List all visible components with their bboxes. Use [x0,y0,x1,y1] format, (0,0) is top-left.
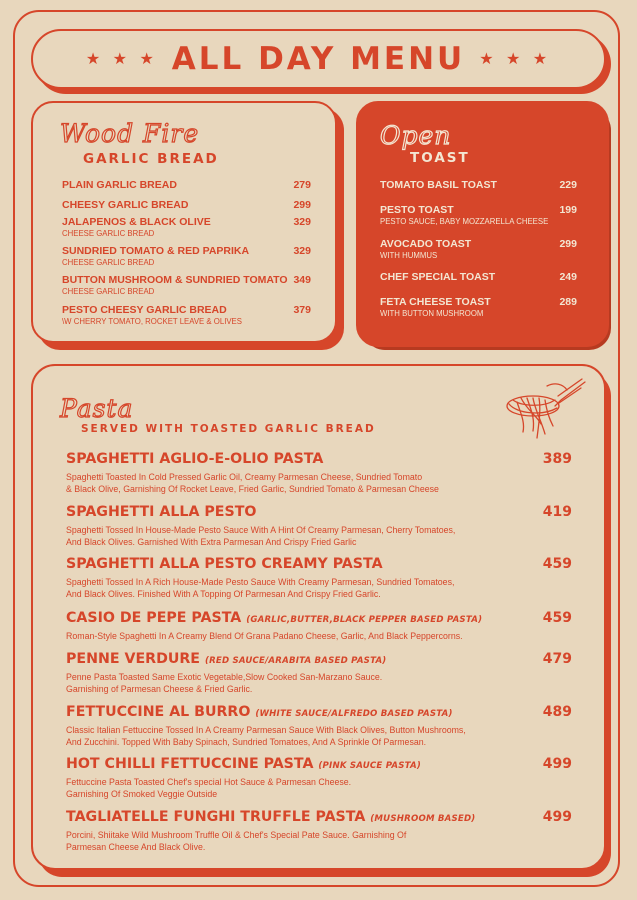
item-price: 249 [559,271,577,283]
item-name: SUNDRIED TOMATO & RED PAPRIKA [62,245,250,257]
pasta-name-text: HOT CHILLI FETTUCCINE PASTA [66,756,314,772]
item-description: CHEESE GARLIC BREAD [62,229,155,238]
pasta-name [66,651,386,667]
pasta-name [66,809,475,825]
item-price: 329 [293,216,311,228]
item-name: PESTO TOAST [380,204,454,216]
item-name: FETA CHEESE TOAST [380,296,491,308]
pasta-description: Spaghetti Tossed In House-Made Pesto Sauce With A Hint Of Creamy Parmesan, Cherry Tomatoes, [66,525,456,535]
pasta-price: 389 [542,451,572,467]
pasta-name [66,756,421,772]
pasta-fork-icon [503,376,588,444]
item-name: TOMATO BASIL TOAST [380,179,497,191]
pasta-description: Fettuccine Pasta Toasted Chef's special Hot Sauce & Parmesan Cheese. [66,777,352,787]
pasta-note: (WHITE SAUCE/ALFREDO BASED PASTA) [255,709,453,719]
pasta-subtitle: SERVED WITH TOASTED GARLIC BREAD [81,423,376,435]
item-price: 299 [293,199,311,211]
page-title: ALL DAY MENU [171,41,466,77]
pasta-description: Roman-Style Spaghetti In A Creamy Blend Of Grana Padano Cheese, Garlic, And Black Peppercorns. [66,631,463,641]
stars-right-icon: ★ ★ ★ [479,51,552,68]
item-price: 299 [559,238,577,250]
pasta-price: 419 [542,504,572,520]
pasta-description: Spaghetti Tossed In A Rich House-Made Pesto Sauce With Creamy Parmesan, Sundried Tomatoes, [66,577,455,587]
pasta-name-text: PENNE VERDURE [66,651,200,667]
item-price: 229 [559,179,577,191]
pasta-name [66,504,256,520]
item-name: BUTTON MUSHROOM & SUNDRIED TOMATO [62,274,288,286]
item-price: 349 [293,274,311,286]
pasta-description: Garnishing Of Smoked Veggie Outside [66,789,218,799]
pasta-description: Garnishing of Parmesan Cheese & Fried Garlic. [66,684,253,694]
pasta-name [66,451,323,467]
item-name: CHEESY GARLIC BREAD [62,199,189,211]
pasta-description: & Black Olive, Garnishing Of Rocket Leave, Fried Garlic, Sundried Tomato & Parmesan Cheese [66,484,439,494]
toast-script-title: Open [380,121,452,150]
pasta-note: (PINK SAUCE PASTA) [318,761,422,771]
item-name: CHEF SPECIAL TOAST [380,271,496,283]
pasta-name-text: FETTUCCINE AL BURRO [66,704,251,720]
garlic-bread-subtitle: GARLIC BREAD [83,151,219,167]
pasta-price: 479 [542,651,572,667]
title-banner [31,29,606,89]
pasta-name-text: TAGLIATELLE FUNGHI TRUFFLE PASTA [66,809,366,825]
item-description: CHEESE GARLIC BREAD [62,287,155,296]
item-name: PESTO CHEESY GARLIC BREAD [62,304,227,316]
item-description: PESTO SAUCE, BABY MOZZARELLA CHEESE [380,217,549,226]
pasta-name [66,556,383,572]
pasta-description: And Zucchini. Topped With Baby Spinach, Sundried Tomatoes, And A Sprinkle Of Parmesan. [66,737,427,747]
item-description: CHEESE GARLIC BREAD [62,258,155,267]
pasta-price: 459 [542,610,572,626]
pasta-note: (MUSHROOM BASED) [370,814,476,824]
item-name: PLAIN GARLIC BREAD [62,179,177,191]
pasta-note: (RED SAUCE/ARABITA BASED PASTA) [204,656,387,666]
toast-subtitle: TOAST [410,150,470,166]
pasta-price: 459 [542,556,572,572]
pasta-description: Classic Italian Fettuccine Tossed In A Creamy Parmesan Sauce With Black Olives, Button Mushrooms, [66,725,466,735]
pasta-description: Parmesan Cheese And Black Olive. [66,842,206,852]
pasta-price: 489 [542,704,572,720]
pasta-note: (GARLIC,BUTTER,BLACK PEPPER BASED PASTA) [246,615,483,625]
garlic-bread-script-title: Wood Fire [60,119,200,148]
pasta-name-text: SPAGHETTI AGLIO-E-OLIO PASTA [66,451,324,467]
pasta-description: Porcini, Shiitake Wild Mushroom Truffle Oil & Chef's Special Pate Sauce. Garnishing Of [66,830,407,840]
item-description: WITH BUTTON MUSHROOM [380,309,484,318]
garlic-bread-section [31,101,337,343]
item-price: 379 [293,304,311,316]
toast-section [356,101,609,347]
pasta-description: And Black Olives. Garnished With Extra Parmesan And Crispy Fried Garlic [66,537,357,547]
item-price: 329 [293,245,311,257]
item-price: 289 [559,296,577,308]
pasta-name [66,704,453,720]
pasta-description: Spaghetti Toasted In Cold Pressed Garlic Oil, Creamy Parmesan Cheese, Sundried Tomato [66,472,423,482]
item-description: WITH HUMMUS [380,251,438,260]
pasta-price: 499 [542,809,572,825]
pasta-name-text: CASIO DE PEPE PASTA [66,610,242,626]
pasta-name [66,610,482,626]
item-price: 199 [559,204,577,216]
item-name: JALAPENOS & BLACK OLIVE [62,216,211,228]
pasta-name-text: SPAGHETTI ALLA PESTO CREAMY PASTA [66,556,383,572]
item-price: 279 [293,179,311,191]
pasta-description: Penne Pasta Toasted Same Exotic Vegetable,Slow Cooked San-Marzano Sauce. [66,672,383,682]
item-description: \W CHERRY TOMATO, ROCKET LEAVE & OLIVES [62,317,242,326]
stars-left-icon: ★ ★ ★ [85,51,158,68]
pasta-script-title: Pasta [60,394,134,423]
pasta-price: 499 [542,756,572,772]
pasta-name-text: SPAGHETTI ALLA PESTO [66,504,257,520]
pasta-description: And Black Olives. Finished With A Topping Of Parmesan And Crispy Fried Garlic. [66,589,381,599]
pasta-section [31,364,606,870]
item-name: AVOCADO TOAST [380,238,472,250]
